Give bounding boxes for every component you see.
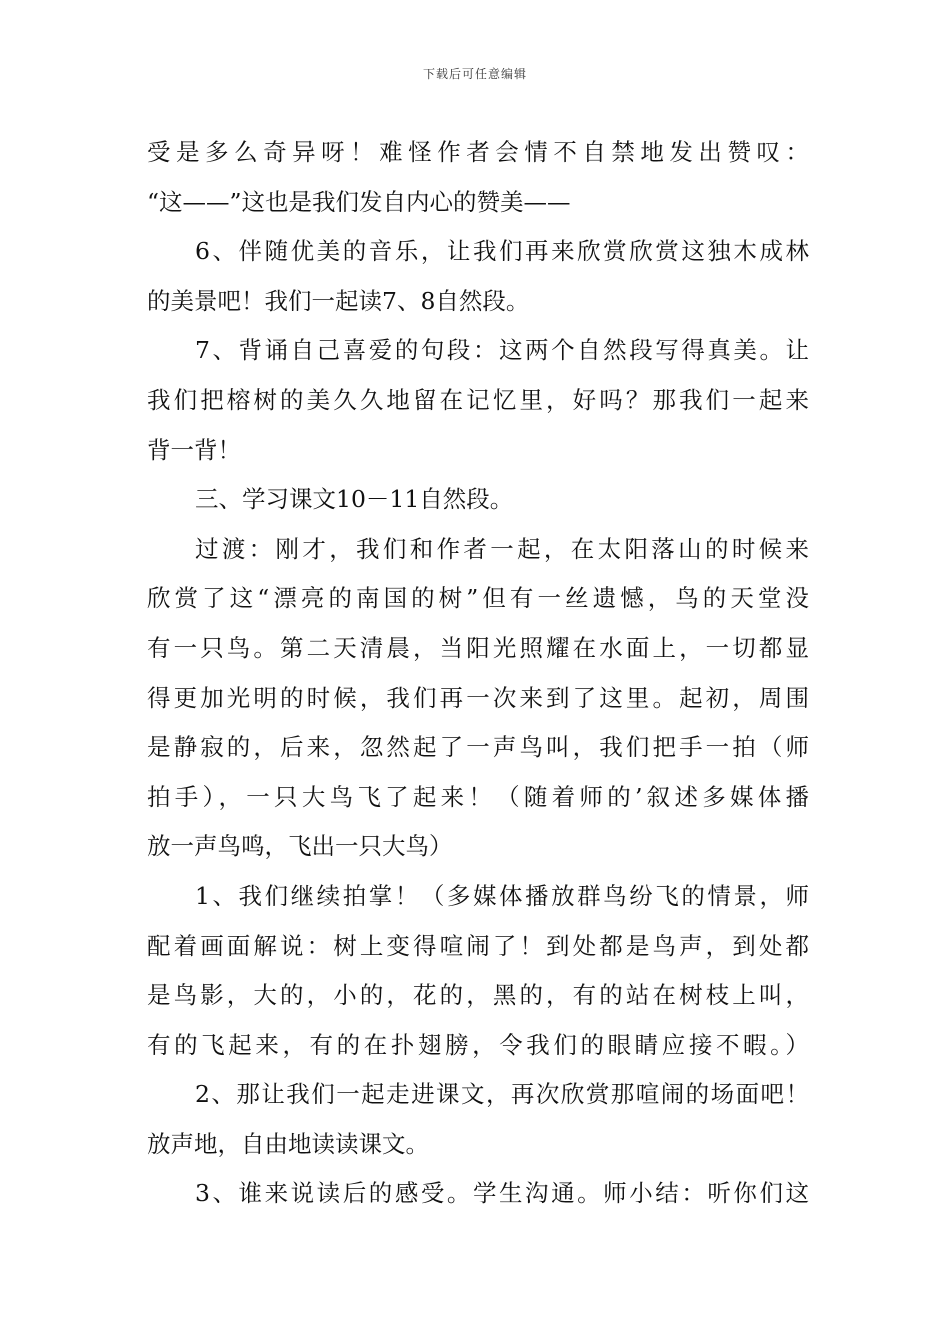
text-line: 1、我们继续拍掌！（多媒体播放群鸟纷飞的情景，师 <box>195 881 809 910</box>
text-line: 受是多么奇异呀！难怪作者会情不自禁地发出赞叹： <box>147 138 809 166</box>
text-line: 有一只鸟。第二天清晨，当阳光照耀在水面上，一切都显 <box>147 633 809 662</box>
text-line: “这——”这也是我们发自内心的赞美—— <box>147 187 571 216</box>
document-body <box>147 128 809 1219</box>
text-line: 7、背诵自己喜爱的句段：这两个自然段写得真美。让 <box>195 336 809 365</box>
text-line: 放声地，自由地读读课文。 <box>147 1129 429 1158</box>
text-line: 有的飞起来，有的在扑翅膀，令我们的眼睛应接不暇。） <box>147 1030 809 1059</box>
text-line: 拍手），一只大鸟飞了起来！（随着师的’叙述多媒体播 <box>147 782 809 811</box>
text-line: 的美景吧！我们一起读7、8自然段。 <box>147 286 530 315</box>
text-line: 配着画面解说：树上变得喧闹了！到处都是鸟声，到处都 <box>147 931 809 960</box>
text-line: 放一声鸟鸣，飞出一只大鸟） <box>147 832 453 861</box>
text-line: 背一背！ <box>147 435 241 464</box>
page-header-note: 下载后可任意编辑 <box>422 67 527 81</box>
text-line: 我们把榕树的美久久地留在记忆里，好吗？那我们一起来 <box>147 385 809 414</box>
text-line: 三、学习课文10－11自然段。 <box>195 485 514 514</box>
text-line: 欣赏了这“漂亮的南国的树”但有一丝遗憾，鸟的天堂没 <box>147 584 809 613</box>
text-line: 是鸟影，大的，小的，花的，黑的，有的站在树枝上叫， <box>147 981 809 1010</box>
text-line: 得更加光明的时候，我们再一次来到了这里。起初，周围 <box>147 683 809 712</box>
text-line: 6、伴随优美的音乐，让我们再来欣赏欣赏这独木成林 <box>195 237 809 266</box>
text-line: 2、那让我们一起走进课文，再次欣赏那喧闹的场面吧！ <box>195 1080 809 1109</box>
text-line: 过渡：刚才，我们和作者一起，在太阳落山的时候来 <box>195 534 809 563</box>
text-line: 是静寂的，后来，忽然起了一声鸟叫，我们把手一拍（师 <box>147 733 809 762</box>
text-line: 3、谁来说读后的感受。学生沟通。师小结：听你们这 <box>195 1179 809 1208</box>
